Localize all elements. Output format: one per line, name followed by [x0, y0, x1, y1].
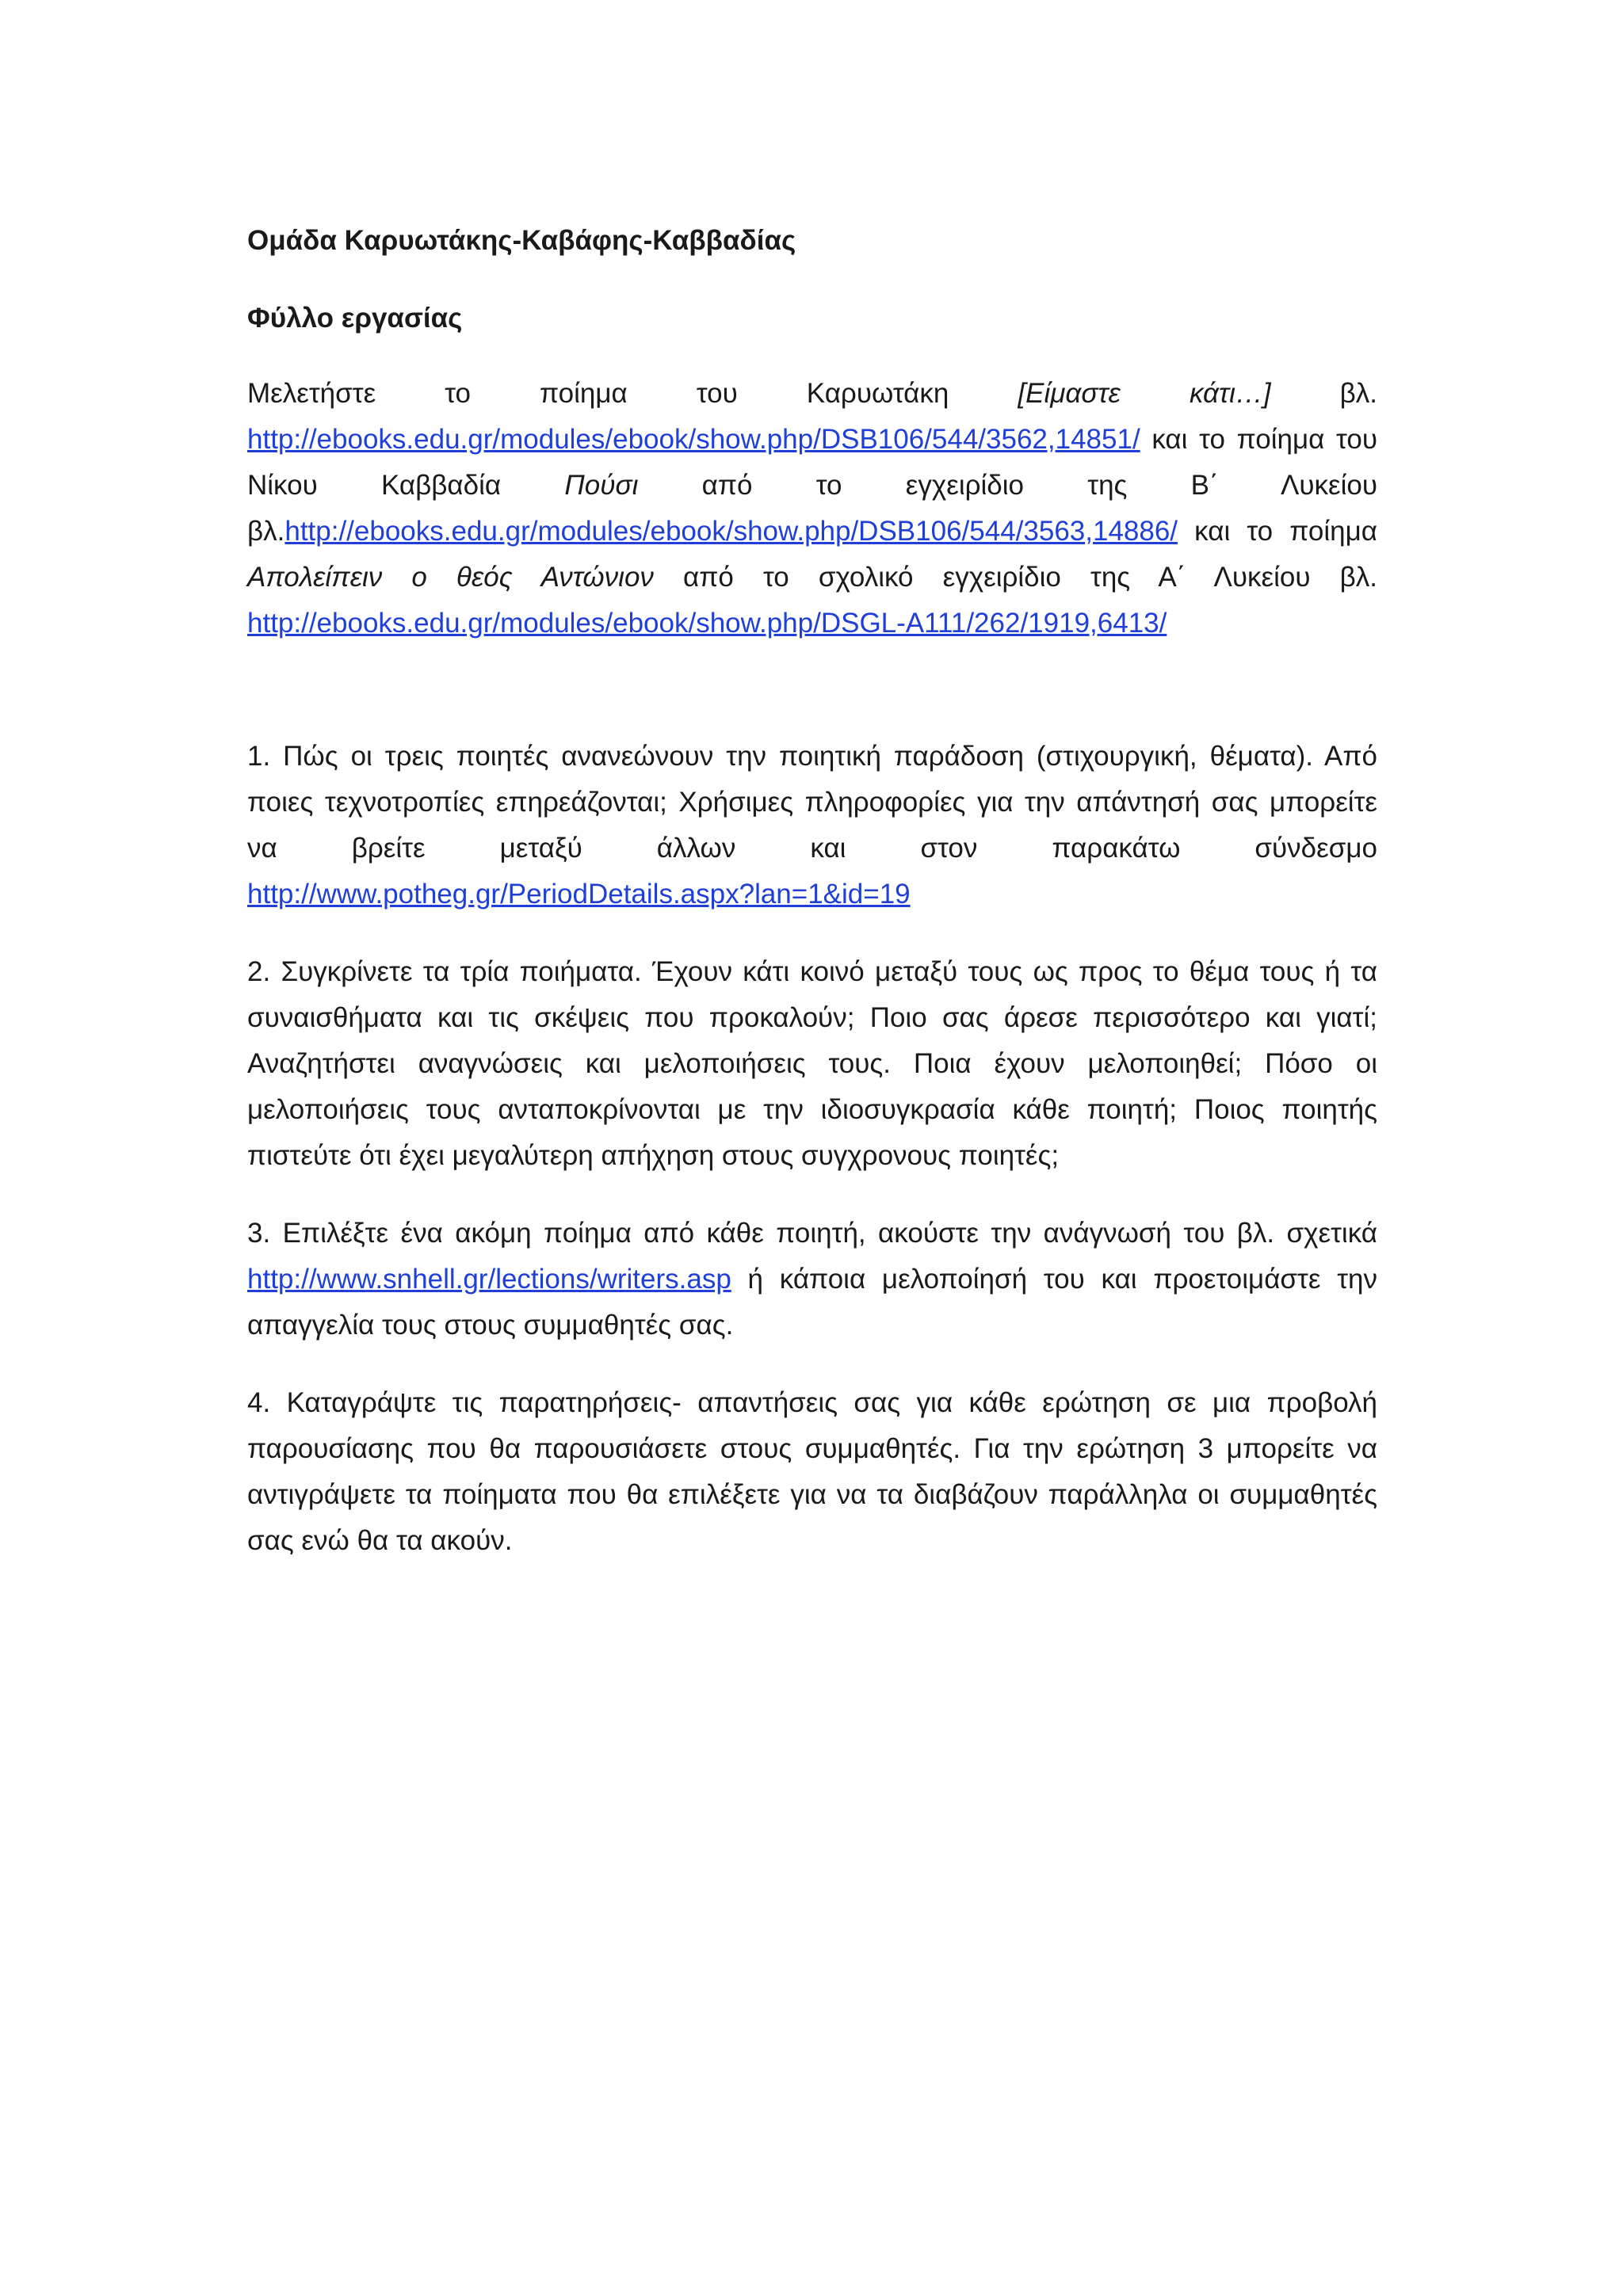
- intro-text: και το ποίημα: [1178, 516, 1377, 547]
- question-4: 4. Καταγράψτε τις παρατηρήσεις- απαντήσεις σας για κάθε ερώτηση σε μια προβολή παρουσίασης που θα παρουσιάσετε στους συμμαθητές. Για την ερώτηση 3 μπορείτε να αντιγράψετε τα ποίηματα που θα επιλέξετε για να τα διαβάζουν παράλληλα οι συμμαθητές σας ενώ θα τα ακούν.: [247, 1387, 1377, 1556]
- question-3: [247, 1211, 1377, 1348]
- question-3-text-end: ή κάποια μελοποίησή του και προετοιμάστε την απαγγελία τους στους συμμαθητές σας.: [247, 1264, 1377, 1341]
- group-title: Ομάδα Καρυωτάκης-Καβάφης-Καββαδίας: [247, 225, 796, 256]
- question-2: 2. Συγκρίνετε τα τρία ποιήματα. Έχουν κάτι κοινό μεταξύ τους ως προς το θέμα τους ή τα συναισθήματα και τις σκέψεις που προκαλούν; Ποιο σας άρεσε περισσότερο και γιατί; Αναζητήστει αναγνώσεις και μελοποιήσεις τους. Ποια έχουν μελοποιηθεί; Πόσο οι μελοποιήσεις τους ανταποκρίνονται με την ιδιοσυγκρασία κάθε ποιητή; Ποιος ποιητής πιστεύτε ότι έχει μεγαλύτερη απήχηση στους συγχρονους ποιητές;: [247, 956, 1377, 1171]
- intro-text: Μελετήστε το ποίημα του Καρυωτάκη: [247, 378, 1018, 409]
- snhell-link[interactable]: http://www.snhell.gr/lections/writers.asp: [247, 1264, 731, 1295]
- ebook-link-kavvadias[interactable]: http://ebooks.edu.gr/modules/ebook/show.php/DSB106/544/3563,14886/: [285, 516, 1178, 547]
- intro-text: και το ποίημα του Νίκου Καββαδία: [247, 424, 1377, 501]
- worksheet-title: Φύλλο εργασίας: [247, 303, 463, 334]
- potheg-link[interactable]: http://www.potheg.gr/PeriodDetails.aspx?lan=1&id=19: [247, 879, 911, 910]
- poem-title-cavafy: Απολείπειν ο θεός Αντώνιον: [247, 562, 654, 593]
- poem-title-karyotakis: [Είμαστε κάτι…]: [1018, 378, 1271, 409]
- ebook-link-cavafy[interactable]: http://ebooks.edu.gr/modules/ebook/show.php/DSGL-A111/262/1919,6413/: [247, 608, 1167, 639]
- document-body: [247, 218, 1377, 1564]
- intro-text: από το εγχειρίδιο της Β΄ Λυκείου βλ.: [247, 470, 1378, 547]
- question-3-text: 3. Επιλέξτε ένα ακόμη ποίημα από κάθε ποιητή, ακούστε την ανάγνωσή του βλ. σχετικά: [247, 1218, 1377, 1249]
- question-1: [247, 734, 1377, 917]
- poem-title-kavvadias: Πούσι: [564, 470, 639, 501]
- ebook-link-karyotakis[interactable]: http://ebooks.edu.gr/modules/ebook/show.php/DSB106/544/3562,14851/: [247, 424, 1140, 455]
- intro-paragraph: [247, 371, 1377, 646]
- intro-text: από το σχολικό εγχειρίδιο της Α΄ Λυκείου βλ.: [653, 562, 1377, 593]
- question-1-text: 1. Πώς οι τρεις ποιητές ανανεώνουν την ποιητική παράδοση (στιχουργική, θέματα). Από ποιες τεχνοτροπίες επηρεάζονται; Χρήσιμες πληροφορίες για την απάντησή σας μπορείτε να βρείτε μεταξύ άλλων και στον παρακάτω σύνδεσμο: [247, 741, 1377, 864]
- intro-text: βλ.: [1270, 378, 1377, 409]
